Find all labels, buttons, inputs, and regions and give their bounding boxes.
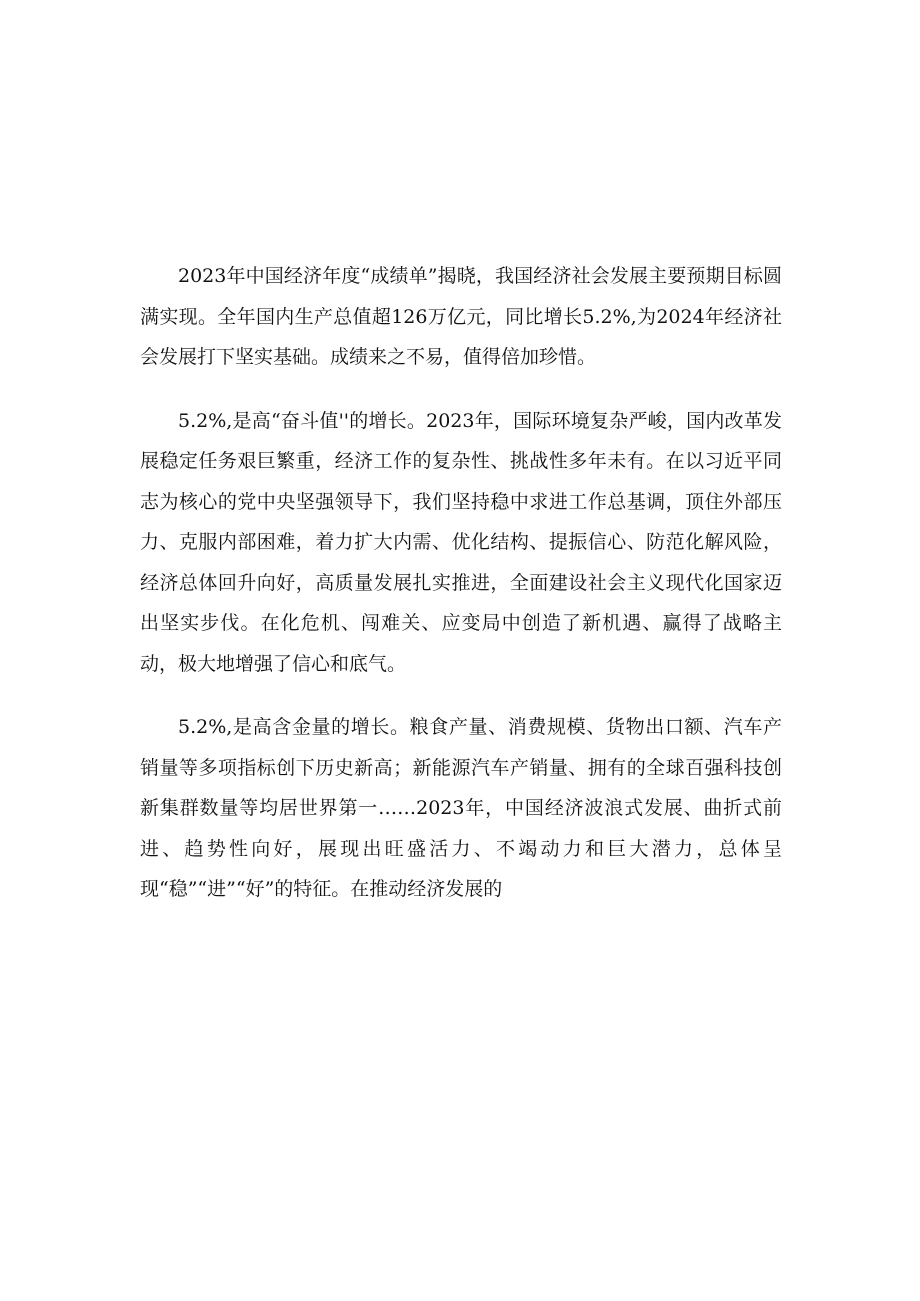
paragraph-1: 2023年中国经济年度“成绩单”揭晓，我国经济社会发展主要预期目标圆满实现。全年国内生产总值超126万亿元，同比增长5.2%,为2024年经济社会发展打下坚实基础。成绩来之不易，值得倍加珍惜。 — [140, 265, 782, 368]
paragraph-3: 5.2%,是高含金量的增长。粮食产量、消费规模、货物出口额、汽车产销量等多项指标创下历史新高；新能源汽车产销量、拥有的全球百强科技创新集群数量等均居世界第一……2023年，中国经济波浪式发展、曲折式前进、趋势性向好，展现出旺盛活力、不竭动力和巨大潜力，总体呈现“稳”“进”“好”的特征。在推动经济发展的 — [140, 716, 782, 900]
document-body — [140, 256, 782, 910]
paragraph-2: 5.2%,是高“奋斗值''的增长。2023年，国际环境复杂严峻，国内改革发展稳定任务艰巨繁重，经济工作的复杂性、挑战性多年未有。在以习近平同志为核心的党中央坚强领导下，我们坚持稳中求进工作总基调，顶住外部压力、克服内部困难，着力扩大内需、优化结构、提振信心、防范化解风险，经济总体回升向好，高质量发展扎实推进，全面建设社会主义现代化国家迈出坚实步伐。在化危机、闯难关、应变局中创造了新机遇、赢得了战略主动，极大地增强了信心和底气。 — [140, 409, 782, 675]
